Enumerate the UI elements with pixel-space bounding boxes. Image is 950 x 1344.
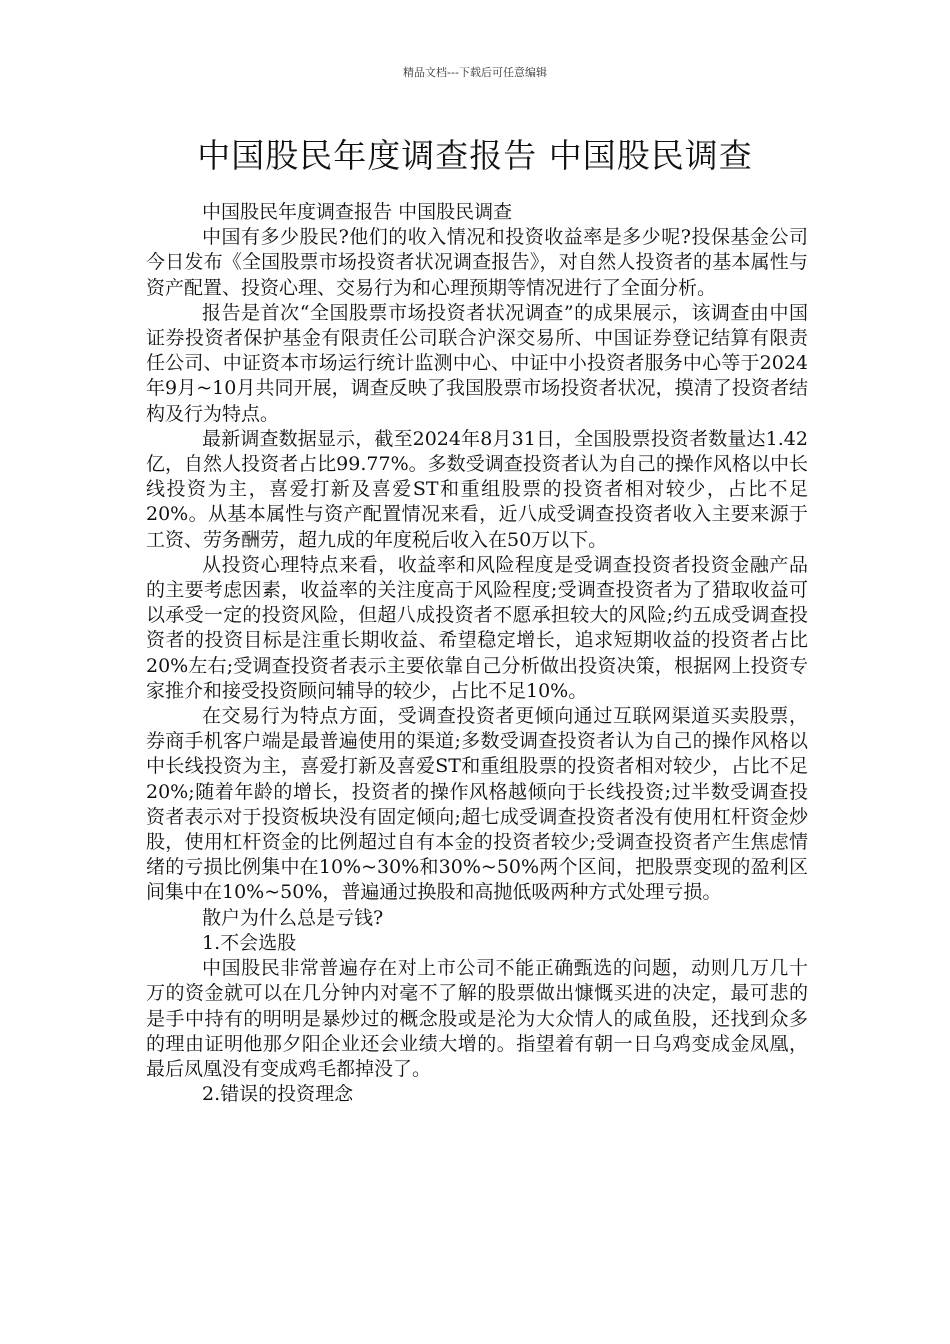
body-paragraph-stock-picking: 中国股民非常普遍存在对上市公司不能正确甄选的问题，动则几万几十万的资金就可以在几分钟内对毫不了解的股票做出慷慨买进的决定，最可悲的是手中持有的明明是暴炒过的概念股或是沦为大众情人的咸鱼股，还找到众多的理由证明他那夕阳企业还会业绩大增的。指望着有朝一日乌鸡变成金凤凰，最后凤凰没有变成鸡毛都掉没了。 bbox=[146, 957, 808, 1080]
subheading-cannot-pick-stocks: 1.不会选股 bbox=[202, 931, 297, 954]
body-paragraph-trading-behavior: 在交易行为特点方面，受调查投资者更倾向通过互联网渠道买卖股票，券商手机客户端是最普遍使用的渠道;多数受调查投资者认为自己的操作风格以中长线投资为主，喜爱打新及喜爱ST和重组股票的投资者相对较少，占比不足20%;随着年龄的增长，投资者的操作风格越倾向于长线投资;过半数受调查投资者表示对于投资板块没有固定倾向;超七成受调查投资者没有使用杠杆资金炒股，使用杠杆资金的比例超过自有本金的投资者较少;受调查投资者产生焦虑情绪的亏损比例集中在10%~30%和30%~50%两个区间，把股票变现的盈利区间集中在10%~50%，普遍通过换股和高抛低吸两种方式处理亏损。 bbox=[146, 705, 808, 904]
document-body bbox=[146, 200, 808, 1107]
body-paragraph-repeat-title: 中国股民年度调查报告 中国股民调查 bbox=[202, 201, 513, 223]
header-note: 精品文档---下载后可任意编辑 bbox=[403, 66, 547, 79]
subheading-wrong-investment-philosophy: 2.错误的投资理念 bbox=[202, 1083, 354, 1106]
body-paragraph-intro: 中国有多少股民?他们的收入情况和投资收益率是多少呢?投保基金公司今日发布《全国股票市场投资者状况调查报告》，对自然人投资者的基本属性与资产配置、投资心理、交易行为和心理预期等情况进行了全面分析。 bbox=[146, 226, 808, 299]
section-heading-why-retail-lose: 散户为什么总是亏钱? bbox=[202, 906, 384, 929]
body-paragraph-latest-data: 最新调查数据显示，截至2024年8月31日，全国股票投资者数量达1.42亿，自然人投资者占比99.77%。多数受调查投资者认为自己的操作风格以中长线投资为主，喜爱打新及喜爱ST和重组股票的投资者相对较少，占比不足20%。从基本属性与资产配置情况来看，近八成受调查投资者收入主要来源于工资、劳务酬劳，超九成的年度税后收入在50万以下。 bbox=[146, 427, 808, 551]
body-paragraph-report-background: 报告是首次“全国股票市场投资者状况调查”的成果展示，该调查由中国证券投资者保护基金有限责任公司联合沪深交易所、中国证券登记结算有限责任公司、中证资本市场运行统计监测中心、中证中小投资者服务中心等于2024年9月~10月共同开展，调查反映了我国股票市场投资者状况，摸清了投资者结构及行为特点。 bbox=[146, 301, 808, 425]
body-paragraph-investment-psychology: 从投资心理特点来看，收益率和风险程度是受调查投资者投资金融产品的主要考虑因素，收益率的关注度高于风险程度;受调查投资者为了猎取收益可以承受一定的投资风险，但超八成投资者不愿承担较大的风险;约五成受调查投资者的投资目标是注重长期收益、希望稳定增长，追求短期收益的投资者占比20%左右;受调查投资者表示主要依靠自己分析做出投资决策，根据网上投资专家推介和接受投资顾问辅导的较少，占比不足10%。 bbox=[146, 553, 808, 702]
document-title: 中国股民年度调查报告 中国股民调查 bbox=[197, 136, 753, 175]
